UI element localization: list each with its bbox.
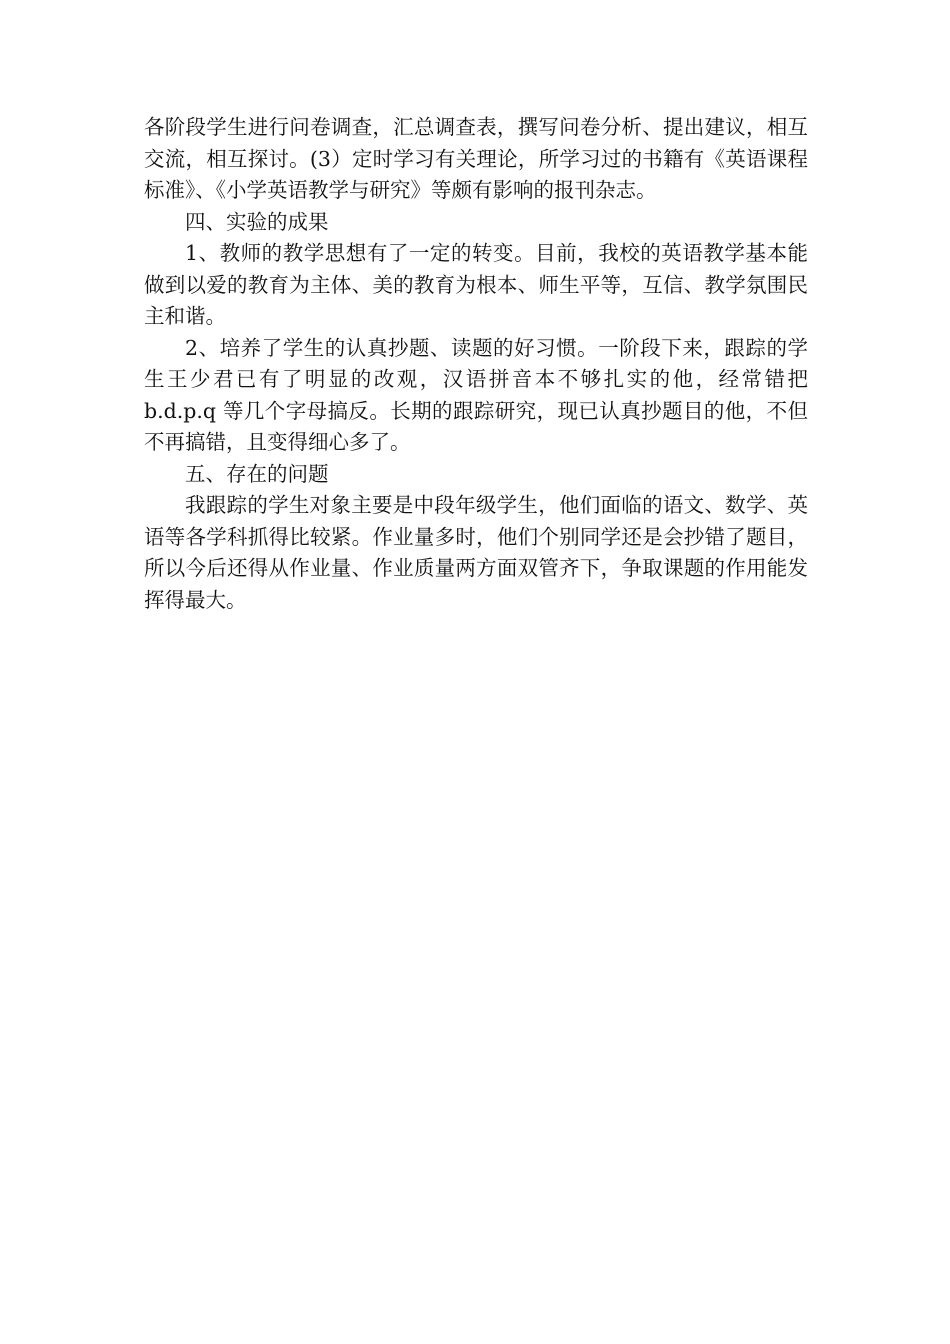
section-heading-results: 四、实验的成果 xyxy=(185,209,329,234)
paragraph-problems: 我跟踪的学生对象主要是中段年级学生，他们面临的语文、数学、英语等各学科抓得比较紧。作业量多时，他们个别同学还是会抄错了题目，所以今后还得从作业量、作业质量两方面双管齐下，争取课题的作用能发挥得最大。 xyxy=(144,493,808,612)
paragraph-result-2: 2、培养了学生的认真抄题、读题的好习惯。一阶段下来，跟踪的学生王少君已有了明显的改观，汉语拼音本不够扎实的他，经常错把b.d.p.q 等几个字母搞反。长期的跟踪研究，现已认真抄题目的他，不但不再搞错，且变得细心多了。 xyxy=(144,335,808,454)
document-body xyxy=(144,112,808,616)
paragraph-result-1: 1、教师的教学思想有了一定的转变。目前，我校的英语教学基本能做到以爱的教育为主体、美的教育为根本、师生平等，互信、教学氛围民主和谐。 xyxy=(144,241,808,328)
section-heading-problems: 五、存在的问题 xyxy=(185,461,329,486)
paragraph-continuation: 各阶段学生进行问卷调查，汇总调查表，撰写问卷分析、提出建议，相互交流，相互探讨。(3）定时学习有关理论，所学习过的书籍有《英语课程标准》、《小学英语教学与研究》等颇有影响的报刊杂志。 xyxy=(144,115,808,202)
